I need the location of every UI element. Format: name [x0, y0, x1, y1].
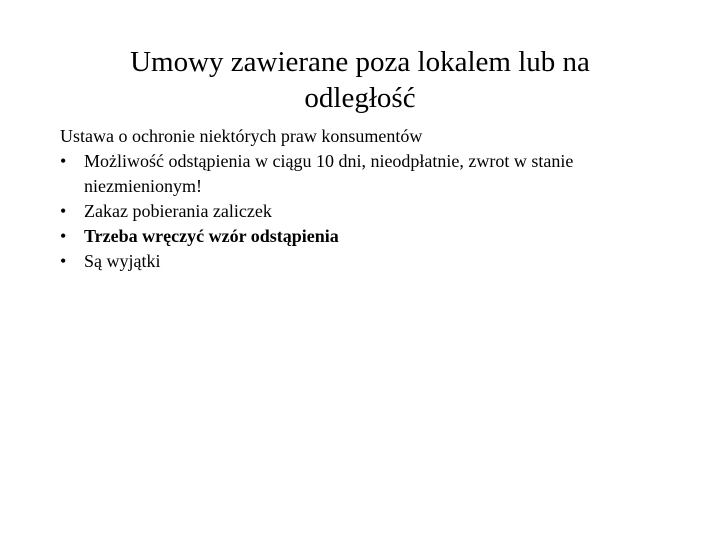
bullet-text: Są wyjątki	[84, 251, 161, 271]
bullet-text-bold: Trzeba wręczyć wzór odstąpienia	[84, 226, 339, 246]
bullet-dot-icon: •	[60, 151, 67, 171]
slide-title	[60, 44, 660, 116]
bullet-text: Zakaz pobierania zaliczek	[84, 201, 272, 221]
bullet-list	[60, 149, 660, 274]
slide-title-line-2: odległość	[304, 82, 416, 114]
bullet-dot-icon: •	[60, 226, 67, 246]
bullet-text: Możliwość odstąpienia w ciągu 10 dni, nieodpłatnie, zwrot w stanie niezmienionym!	[84, 151, 574, 196]
intro-text: Ustawa o ochronie niektórych praw konsumentów	[60, 126, 423, 146]
bullet-item	[60, 149, 660, 199]
bullet-item	[60, 199, 660, 224]
bullet-dot-icon: •	[60, 201, 67, 221]
slide-title-line-1: Umowy zawierane poza lokalem lub na	[130, 46, 590, 78]
bullet-dot-icon: •	[60, 251, 67, 271]
bullet-item	[60, 249, 660, 274]
bullet-item	[60, 224, 660, 249]
slide-content	[60, 124, 660, 274]
